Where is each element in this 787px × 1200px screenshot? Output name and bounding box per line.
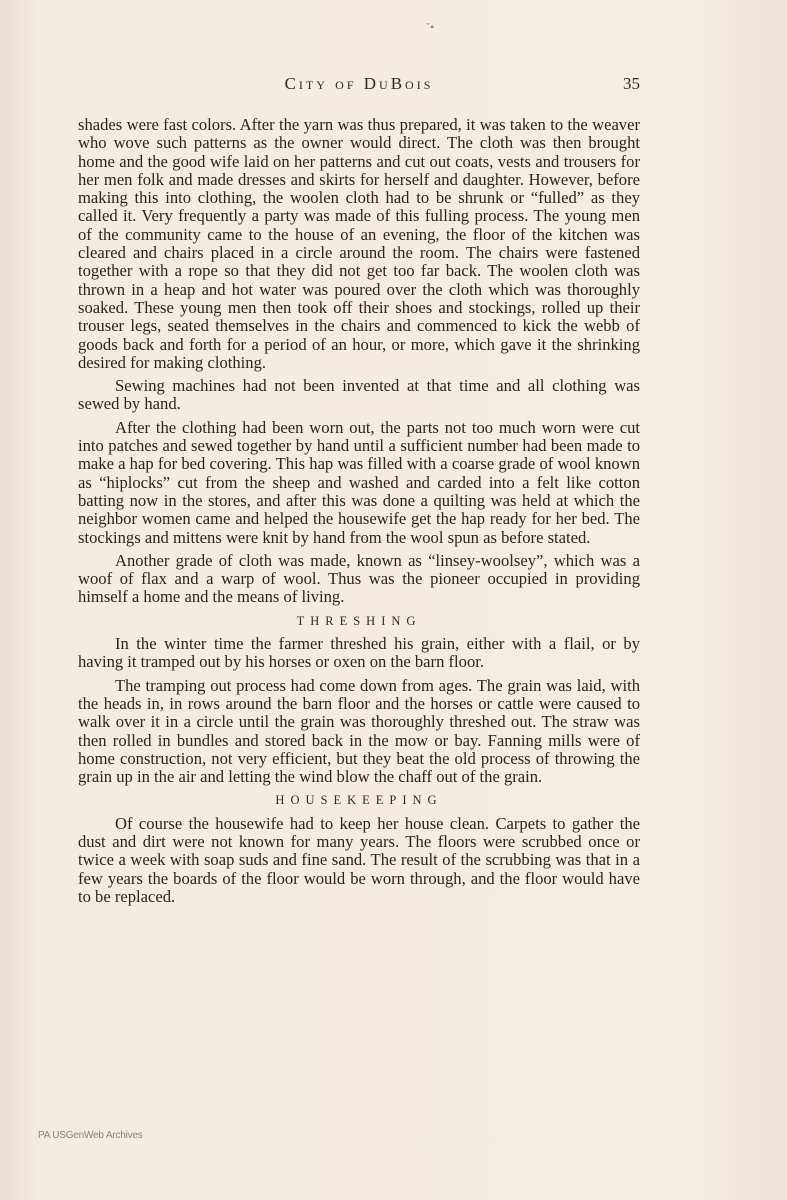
- heading-threshing: THRESHING: [296, 613, 422, 628]
- paragraph-tramping: The tramping out process had come down from ages. The grain was laid, with the heads in, in rows around the barn floor and the horses or cattle were caused to walk over it in a circle until the grain was thoroughly threshed out. The straw was then rolled in bundles and stored back in the mow or bay. Fanning mills were of home construction, not very efficient, but they beat the old process of throwing the grain up in the air and letting the wind blow the chaff out of the grain.: [78, 675, 640, 787]
- paragraph-sewing-machines: Sewing machines had not been invented at that time and all clothing was sewed by hand.: [78, 376, 640, 414]
- paragraph-linsey-woolsey: Another grade of cloth was made, known as “linsey-woolsey”, which was a woof of flax and a warp of wool. Thus was the pioneer occupied in providing himself a home and the means of living.: [78, 550, 640, 607]
- printer-mark: ˘•: [426, 20, 435, 34]
- body-text: [78, 116, 640, 911]
- page-number: 35: [623, 74, 640, 93]
- page-header: [78, 74, 640, 98]
- paragraph-fulling: shades were fast colors. After the yarn was thus prepared, it was taken to the weaver who wove such patterns as the owner would direct. The cloth was then brought home and the good wife laid on her patterns and cut out coats, vests and trousers for her men folk and made dresses and skirts for herself and daughter. However, before making this into clothing, the woolen cloth had to be shrunk or “fulled” as they called it. Very frequently a party was made of this fulling process. The young men of the community came to the house of an evening, the floor of the kitchen was cleared and chairs placed in a circle around the room. The chairs were fastened together with a rope so that they did not get too far back. The woolen cloth was thrown in a heap and hot water was poured over the cloth which was thoroughly soaked. These young men then took off their shoes and stockings, rolled up their trouser legs, seated themselves in the chairs and commenced to kick the webb of goods back and forth for a period of an hour, or more, which gave it the shrinking desired for making clothing.: [78, 115, 640, 372]
- running-title: City of DuBois: [284, 74, 434, 93]
- paragraph-hap-quilting: After the clothing had been worn out, the parts not too much worn were cut into patches and sewed together by hand until a sufficient number had been made to make a hap for bed covering. This hap was filled with a coarse grade of wool known as “hiplocks” cut from the sheep and washed and carded into a felt like cotton batting now in the stores, and after this was done a quilting was held at which the neighbor women came and helped the housewife get the hap ready for her bed. The stockings and mittens were knit by hand from the wool spun as before stated.: [78, 417, 640, 547]
- heading-housekeeping: HOUSEKEEPING: [275, 793, 443, 808]
- paragraph-threshing-intro: In the winter time the farmer threshed his grain, either with a flail, or by having it tramped out by his horses or oxen on the barn floor.: [78, 634, 640, 672]
- archive-watermark: PA USGenWeb Archives: [38, 1130, 143, 1141]
- paragraph-housekeeping: Of course the housewife had to keep her house clean. Carpets to gather the dust and dirt were not known for many years. The floors were scrubbed once or twice a week with soap suds and fine sand. The result of the scrubbing was that in a few years the boards of the floor would be worn through, and the floor would have to be replaced.: [78, 813, 640, 906]
